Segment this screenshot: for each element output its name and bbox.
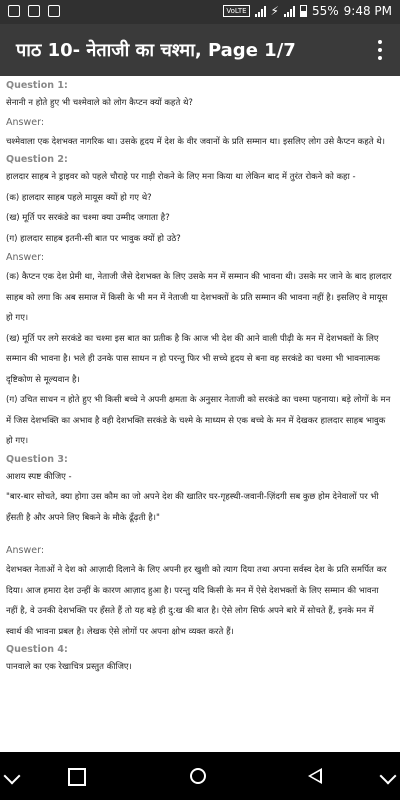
paragraph: हालदार साहब ने ड्राइवर को पहले चौराहे पर गाड़ी रोकने के लिए मना किया था लेकिन बाद में तुरंत रोकने को कहा - bbox=[6, 172, 356, 182]
paragraph: (क) हालदार साहब पहले मायूस क्यों हो गए थे? bbox=[6, 192, 152, 203]
paragraph: चश्मेवाला एक देशभक्त नागरिक था। उसके हृदय में देश के वीर जवानों के प्रति सम्मान था। इसलिए लोग उसे कैप्टन कहते थे। bbox=[6, 136, 385, 147]
signal-icon-2 bbox=[284, 5, 295, 17]
paragraph: (ग) हालदार साहब इतनी-सी बात पर भावुक क्यों हो उठे? bbox=[6, 233, 181, 244]
page-title: पाठ 10- नेताजी का चश्मा, Page 1/7 bbox=[16, 40, 296, 61]
signal-icon bbox=[255, 5, 266, 17]
paragraph: पानवाले का एक रेखाचित्र प्रस्तुत कीजिए। bbox=[6, 662, 132, 672]
status-indicators bbox=[223, 4, 392, 18]
question-heading: Question 2: bbox=[6, 154, 68, 165]
question-heading: Question 3: bbox=[6, 453, 68, 465]
back-button[interactable] bbox=[308, 768, 322, 784]
gallery-icon bbox=[28, 5, 40, 17]
status-bar bbox=[0, 0, 400, 24]
recent-apps-button[interactable] bbox=[68, 768, 86, 786]
notification-icons bbox=[8, 5, 60, 17]
paragraph: "बार-बार सोचते, क्या होगा उस कौम का जो अपने देश की खातिर घर-गृहस्थी-जवानी-ज़िंदगी सब कुछ होम देनेवालों पर भी हँसती है और अपने लिए बिकने के मौके ढूँढ़ती है।" bbox=[6, 492, 379, 523]
hide-nav-icon[interactable] bbox=[380, 768, 397, 785]
navigation-bar bbox=[0, 752, 400, 800]
clock: 9:48 PM bbox=[343, 4, 392, 18]
charging-icon: ⚡ bbox=[270, 4, 279, 18]
lesson-content[interactable] bbox=[0, 76, 400, 736]
answer-heading: Answer: bbox=[6, 252, 45, 263]
home-button[interactable] bbox=[190, 768, 206, 784]
notification-icon bbox=[8, 5, 20, 17]
question-heading: Question 4: bbox=[6, 644, 68, 655]
paragraph: सेनानी न होते हुए भी चश्मेवाले को लोग कैप्टन क्यों कहते थे? bbox=[6, 98, 193, 108]
paragraph: देशभक्त नेताओं ने देश को आज़ादी दिलाने के लिए अपनी हर खुशी को त्याग दिया तथा अपना सर्वस्व देश के प्रति समर्पित कर दिया। आज हमारा देश उन्हीं के कारण आज़ाद हुआ है। परन्तु यदि किसी के मन में ऐसे देशभक्तों के लिए सम्मान की भावना नहीं है, वे उनकी देशभक्ति पर हँसते हैं तो यह बड़े ही दु:ख की बात है। ऐसे लोग सिर्फ अपने बारे में सोचते हैं, इनके मन में स्वार्थ की भावना प्रबल है। लेखक ऐसे लोगों पर अपना क्षोभ व्यक्त करते हैं। bbox=[6, 565, 387, 637]
paragraph: आशय स्पष्ट कीजिए - bbox=[6, 471, 72, 482]
paragraph: (ख) मूर्ति पर सरकंडे का चश्मा क्या उम्मीद जगाता है? bbox=[6, 213, 170, 223]
paragraph: (क) कैप्टन एक देश प्रेमी था, नेताजी जैसे देशभक्त के लिए उसके मन में सम्मान की भावना थी। उसके मर जाने के बाद हालदार साहब को लगा कि अब समाज में किसी के भी मन में नेताजी या देशभक्तों के प्रति सम्मान की भावना नहीं है। इसलिए वे मायूस हो गए। bbox=[6, 272, 392, 323]
paragraph: (ख) मूर्ति पर लगे सरकंडे का चश्मा इस बात का प्रतीक है कि आज भी देश की आने वाली पीढ़ी के मन में देशभक्तों के लिए सम्मान की भावना है। भले ही उनके पास साधन न हो परन्तु फिर भी सच्चे हृदय से बना वह सरकंडे का चश्मा भी भावनात्मक दृष्टिकोण से मूल्यवान है। bbox=[6, 333, 380, 385]
question-heading: Question 1: bbox=[6, 80, 68, 91]
battery-percent: 55% bbox=[311, 4, 339, 18]
battery-icon bbox=[300, 5, 307, 17]
spacer bbox=[6, 528, 392, 542]
answer-heading: Answer: bbox=[6, 545, 45, 556]
collapse-keyboard-icon[interactable] bbox=[4, 768, 21, 785]
paragraph: (ग) उचित साधन न होते हुए भी किसी बच्चे ने अपनी क्षमता के अनुसार नेताजी को सरकंडे का चश्मा पहनाया। बड़े लोगों के मन में जिस देशभक्ति का अभाव है वही देशभक्ति सरकंडे के चश्मे के माध्यम से एक बच्चे के मन में देखकर हालदार साहब भावुक हो गए। bbox=[6, 395, 391, 446]
answer-heading: Answer: bbox=[6, 116, 45, 128]
overflow-menu-icon[interactable] bbox=[370, 38, 390, 62]
volte-badge: VoLTE bbox=[223, 5, 249, 17]
download-icon bbox=[48, 5, 60, 17]
app-bar bbox=[0, 24, 400, 76]
